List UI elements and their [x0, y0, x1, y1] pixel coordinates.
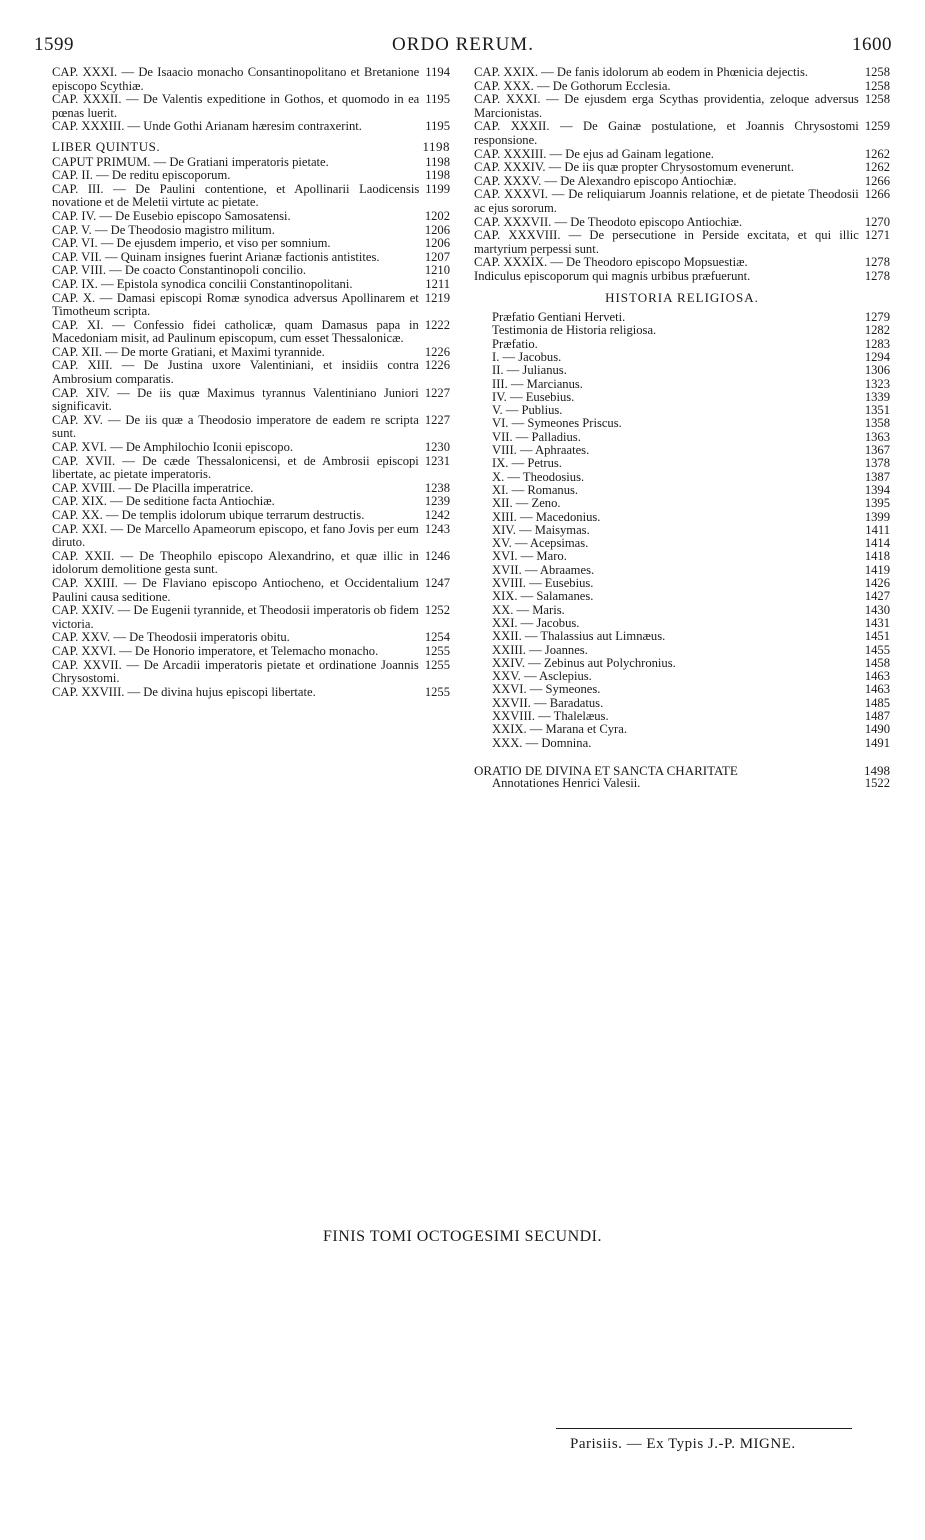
toc-entry — [52, 359, 450, 386]
entry-page: 1206 — [424, 222, 450, 237]
right-column — [474, 66, 890, 791]
list-item — [492, 338, 890, 351]
entry-text: CAP. XXXI. — De ejusdem erga Scythas providentia, zeloque adversus Marcionistas. — [474, 92, 859, 120]
toc-entry — [52, 346, 450, 360]
list-item — [492, 311, 890, 324]
list-item — [492, 484, 890, 497]
entry-page: 1278 — [864, 268, 890, 283]
finis-line: FINIS TOMI OCTOGESIMI SECUNDI. — [322, 1228, 603, 1245]
entry-page: 1202 — [424, 208, 450, 223]
toc-entry — [52, 237, 450, 251]
entry-page: 1463 — [864, 670, 890, 684]
entry-text: CAP. X. — Damasi episcopi Romæ synodica adversus Apollinarem et Timotheum scripta. — [52, 290, 419, 319]
entry-text: CAP. XVII. — De cæde Thessalonicensi, et de Ambrosii episcopi libertate, ac pietate imperatoris. — [52, 453, 419, 482]
entry-page: 1363 — [864, 430, 890, 444]
toc-entry — [52, 66, 450, 93]
toc-entry — [52, 156, 450, 170]
entry-text: CAP. XXVII. — De Arcadii imperatoris pietate et ordinatione Joannis Chrysostomi. — [52, 657, 419, 686]
list-item — [492, 457, 890, 470]
entry-text: CAP. XXXI. — De Isaacio monacho Consantinopolitano et Bretanione episcopo Scythiæ. — [52, 65, 420, 93]
entry-page: 1266 — [864, 187, 890, 202]
entry-page: 1451 — [864, 630, 890, 644]
toc-entry — [52, 387, 450, 414]
entry-text: XIII. — Macedonius. — [492, 510, 601, 524]
toc-entry — [52, 278, 450, 292]
entry-page: 1195 — [425, 92, 450, 107]
list-item — [492, 683, 890, 696]
toc-entry — [52, 550, 450, 577]
entry-text: CAP. XXVI. — De Honorio imperatore, et Telemacho monacho. — [52, 643, 379, 658]
entry-text: Præfatio. — [492, 337, 538, 351]
list-item — [492, 511, 890, 524]
toc-entry — [474, 229, 890, 256]
entry-page: 1278 — [864, 255, 890, 270]
entry-page: 1255 — [424, 643, 450, 658]
entry-text: XXVI. — Symeones. — [492, 683, 601, 697]
entry-text: CAP. VIII. — De coacto Constantinopoli concilio. — [52, 263, 307, 278]
entry-text: IX. — Petrus. — [492, 457, 562, 471]
list-item — [492, 351, 890, 364]
toc-entry — [474, 188, 890, 215]
list-item — [492, 617, 890, 630]
annotationes-entry — [492, 777, 890, 791]
entry-page: 1238 — [424, 480, 450, 495]
entry-page: 1395 — [864, 497, 890, 511]
entry-page: 1387 — [864, 470, 890, 484]
entry-page: 1266 — [864, 173, 890, 188]
toc-entry — [52, 455, 450, 482]
entry-page: 1411 — [865, 523, 890, 537]
toc-entry — [52, 645, 450, 659]
toc-entry — [474, 93, 890, 120]
entry-page: 1399 — [864, 510, 890, 524]
entry-page: 1339 — [864, 390, 890, 404]
entry-text: CAP. XXX. — De Gothorum Ecclesia. — [474, 78, 671, 93]
entry-text: XXIII. — Joannes. — [492, 643, 588, 657]
entry-page: 1255 — [424, 684, 450, 699]
entry-page: 1207 — [424, 249, 450, 264]
list-item — [492, 577, 890, 590]
imprint-line: Parisiis. — Ex Typis J.-P. MIGNE. — [570, 1436, 796, 1452]
list-item — [492, 391, 890, 404]
list-item — [492, 444, 890, 457]
entry-page: 1270 — [864, 214, 890, 229]
entry-text: V. — Publius. — [492, 404, 563, 418]
entry-text: CAP. XXVIII. — De divina hujus episcopi libertate. — [52, 684, 316, 699]
list-item — [492, 657, 890, 670]
historia-list — [492, 311, 890, 750]
entry-text: CAP. XXII. — De Theophilo episcopo Alexandrino, et quæ illic in idolorum demolitione gesta sunt. — [52, 548, 419, 577]
entry-page: 1195 — [425, 119, 450, 134]
list-item — [492, 364, 890, 377]
page-number-left: 1599 — [34, 34, 74, 55]
toc-entry — [52, 604, 450, 631]
entry-text: CAP. III. — De Paulini contentione, et Apollinarii Laodicensis novatione et de Meletii virtute ac pietate. — [52, 181, 420, 210]
entry-text: CAP. XXIV. — De Eugenii tyrannide, et Theodosii imperatoris ob fidem victoria. — [52, 603, 419, 631]
toc-entry — [52, 509, 450, 523]
entry-text: CAP. XXXV. — De Alexandro episcopo Antiochiæ. — [474, 173, 737, 188]
entry-page: 1485 — [864, 696, 890, 710]
left-entries-a — [52, 66, 450, 134]
entry-text: CAP. XXI. — De Marcello Apameorum episcopo, et fano Jovis per eum diruto. — [52, 521, 419, 550]
toc-entry — [474, 66, 890, 80]
entry-page: 1491 — [864, 736, 890, 750]
entry-text: CAP. VI. — De ejusdem imperio, et viso per somnium. — [52, 236, 331, 251]
entry-text: XXVII. — Baradatus. — [492, 696, 604, 710]
list-item — [492, 604, 890, 617]
entry-page: 1490 — [864, 723, 890, 737]
entry-text: XXX. — Domnina. — [492, 736, 592, 750]
entry-text: CAP. XXXIII. — De ejus ad Gainam legatione. — [474, 146, 714, 161]
entry-text: CAP. XXXII. — De Gainæ postulatione, et Joannis Chrysostomi responsione. — [474, 119, 859, 147]
entry-page: 1194 — [425, 65, 450, 79]
entry-text: XXI. — Jacobus. — [492, 616, 580, 630]
entry-page: 1255 — [424, 657, 450, 672]
list-item — [492, 324, 890, 337]
entry-page: 1206 — [424, 236, 450, 251]
entry-page: 1358 — [864, 417, 890, 431]
entry-page: 1262 — [864, 146, 890, 161]
list-item — [492, 497, 890, 510]
entry-page: 1306 — [864, 364, 890, 378]
entry-text: CAP. IV. — De Eusebio episcopo Samosatensi. — [52, 208, 291, 223]
entry-text: I. — Jacobus. — [492, 350, 562, 364]
entry-text: III. — Marcianus. — [492, 377, 583, 391]
toc-entry — [52, 292, 450, 319]
entry-text: VII. — Palladius. — [492, 430, 581, 444]
entry-text: X. — Theodosius. — [492, 470, 585, 484]
toc-entry — [52, 482, 450, 496]
entry-text: XV. — Acepsimas. — [492, 537, 589, 551]
entry-page: 1294 — [864, 350, 890, 364]
toc-entry — [52, 183, 450, 210]
entry-page: 1458 — [864, 656, 890, 670]
list-item — [492, 710, 890, 723]
toc-entry — [52, 414, 450, 441]
toc-entry — [52, 441, 450, 455]
entry-page: 1226 — [424, 344, 450, 359]
entry-page: 1419 — [864, 563, 890, 577]
entry-text: CAP. XXIII. — De Flaviano episcopo Antiocheno, et Occidentalium Paulini causa seditione. — [52, 575, 419, 604]
entry-text: CAP. XXXVII. — De Theodoto episcopo Antiochiæ. — [474, 214, 743, 229]
entry-text: XXVIII. — Thalelæus. — [492, 710, 609, 723]
list-item — [492, 670, 890, 683]
toc-entry — [52, 264, 450, 278]
toc-entry — [52, 169, 450, 183]
entry-text: XVIII. — Eusebius. — [492, 577, 594, 591]
toc-entry — [52, 319, 450, 346]
entry-page: 1487 — [864, 710, 890, 723]
entry-text: XIX. — Salamanes. — [492, 590, 594, 604]
entry-page: 1219 — [424, 290, 450, 305]
toc-entry — [52, 495, 450, 509]
list-item — [492, 404, 890, 417]
toc-entry — [474, 270, 890, 284]
entry-text: XXIV. — Zebinus aut Polychronius. — [492, 656, 676, 670]
entry-page: 1199 — [425, 181, 450, 196]
entry-page: 1230 — [424, 440, 450, 455]
annotationes-title: Annotationes Henrici Valesii. — [492, 777, 641, 791]
entry-page: 1279 — [864, 311, 890, 325]
list-item — [492, 723, 890, 736]
entry-text: CAP. XII. — De morte Gratiani, et Maximi tyrannide. — [52, 344, 325, 359]
oratio-entry — [474, 764, 890, 778]
liber-heading — [52, 140, 450, 154]
entry-text: XXV. — Asclepius. — [492, 670, 592, 684]
entry-text: XII. — Zeno. — [492, 497, 561, 511]
entry-page: 1211 — [425, 276, 450, 291]
entry-page: 1239 — [424, 494, 450, 509]
entry-text: Testimonia de Historia religiosa. — [492, 324, 657, 338]
entry-page: 1227 — [424, 385, 450, 400]
entry-text: XXII. — Thalassius aut Limnæus. — [492, 630, 666, 644]
toc-entry — [52, 93, 450, 120]
entry-text: CAP. XIX. — De seditione facta Antiochiæ. — [52, 494, 275, 509]
historia-religiosa-title: HISTORIA RELIGIOSA. — [605, 289, 759, 305]
entry-text: CAPUT PRIMUM. — De Gratiani imperatoris pietate. — [52, 154, 329, 169]
toc-entry — [474, 175, 890, 189]
page-header — [34, 34, 892, 60]
entry-page: 1282 — [864, 324, 890, 338]
entry-page: 1246 — [424, 548, 450, 563]
list-item — [492, 378, 890, 391]
entry-page: 1222 — [424, 317, 450, 332]
entry-text: CAP. XIV. — De iis quæ Maximus tyrannus Valentiniano Juniori significavit. — [52, 385, 419, 414]
list-item — [492, 644, 890, 657]
list-item — [492, 524, 890, 537]
entry-page: 1226 — [424, 358, 450, 373]
list-item — [492, 590, 890, 603]
entry-text: CAP. XXV. — De Theodosii imperatoris obitu. — [52, 630, 290, 645]
annotationes-page: 1522 — [864, 777, 890, 791]
entry-page: 1414 — [864, 537, 890, 551]
entry-page: 1430 — [864, 603, 890, 617]
oratio-title: ORATIO DE DIVINA ET SANCTA CHARITATE — [474, 763, 738, 778]
entry-page: 1262 — [864, 160, 890, 175]
entry-page: 1427 — [864, 590, 890, 604]
toc-entry — [474, 216, 890, 230]
entry-page: 1247 — [424, 575, 450, 590]
left-entries-b — [52, 156, 450, 700]
entry-page: 1243 — [424, 521, 450, 536]
entry-text: XVII. — Abraames. — [492, 563, 595, 577]
toc-entry — [52, 120, 450, 134]
entry-text: CAP. XXXIII. — Unde Gothi Arianam hæresim contraxerint. — [52, 119, 362, 134]
entry-page: 1463 — [864, 683, 890, 697]
toc-entry — [474, 256, 890, 270]
entry-text: CAP. VII. — Quinam insignes fuerint Arianæ factionis antistites. — [52, 249, 380, 264]
entry-page: 1431 — [864, 616, 890, 630]
entry-text: XXIX. — Marana et Cyra. — [492, 723, 627, 737]
entry-page: 1198 — [425, 154, 450, 169]
entry-text: XI. — Romanus. — [492, 483, 579, 497]
toc-entry — [52, 523, 450, 550]
entry-text: CAP. XXXII. — De Valentis expeditione in Gothos, et quomodo in ea pœnas luerit. — [52, 92, 420, 120]
entry-page: 1394 — [864, 483, 890, 497]
entry-text: CAP. XVI. — De Amphilochio Iconii episcopo. — [52, 440, 294, 455]
entry-page: 1367 — [864, 444, 890, 458]
liber-page: 1198 — [422, 139, 450, 154]
entry-text: IV. — Eusebius. — [492, 390, 575, 404]
toc-entry — [52, 251, 450, 265]
toc-entry — [474, 80, 890, 94]
entry-text: VI. — Symeones Priscus. — [492, 417, 622, 431]
list-item — [492, 630, 890, 643]
entry-text: CAP. XX. — De templis idolorum ubique terrarum destructis. — [52, 508, 365, 522]
toc-entry — [52, 631, 450, 645]
list-item — [492, 564, 890, 577]
entry-page: 1418 — [864, 550, 890, 564]
right-entries — [474, 66, 890, 284]
entry-page: 1258 — [864, 78, 890, 93]
entry-page: 1271 — [864, 228, 890, 243]
toc-entry — [52, 686, 450, 700]
entry-page: 1259 — [864, 119, 890, 134]
toc-entry — [474, 148, 890, 162]
entry-page: 1227 — [424, 412, 450, 427]
left-column — [52, 66, 450, 699]
entry-page: 1252 — [424, 603, 450, 618]
toc-entry — [52, 224, 450, 238]
entry-page: 1455 — [864, 643, 890, 657]
entry-page: 1258 — [864, 92, 890, 107]
running-title: ORDO RERUM. — [392, 34, 534, 55]
entry-page: 1242 — [424, 508, 450, 522]
entry-page: 1323 — [864, 377, 890, 391]
entry-page: 1351 — [864, 404, 890, 418]
oratio-page: 1498 — [864, 763, 890, 778]
entry-text: Præfatio Gentiani Herveti. — [492, 311, 626, 325]
list-item — [492, 537, 890, 550]
imprint-rule — [556, 1428, 852, 1429]
entry-text: CAP. II. — De reditu episcoporum. — [52, 168, 231, 183]
entry-page: 1231 — [424, 453, 450, 468]
toc-entry — [52, 210, 450, 224]
entry-page: 1210 — [424, 263, 450, 278]
entry-page: 1378 — [864, 457, 890, 471]
entry-text: II. — Julianus. — [492, 364, 567, 378]
entry-text: VIII. — Aphraates. — [492, 444, 590, 458]
liber-title: LIBER QUINTUS. — [52, 139, 161, 154]
toc-entry — [474, 120, 890, 147]
entry-text: CAP. XXXVI. — De reliquiarum Joannis relatione, et de pietate Theodosii ac ejus sororum. — [474, 187, 859, 215]
entry-text: CAP. IX. — Epistola synodica concilii Constantinopolitani. — [52, 276, 353, 291]
entry-text: CAP. XI. — Confessio fidei catholicæ, quam Damasus papa in Macedoniam misit, ad Paulinum episcopum, cum esset Thessalonicæ. — [52, 317, 419, 346]
entry-text: CAP. XXXVIII. — De persecutione in Perside excitata, et qui illic martyrium perpessi sunt. — [474, 228, 859, 256]
entry-text: CAP. XXXIV. — De iis quæ propter Chrysostomum evenerunt. — [474, 160, 794, 175]
toc-entry — [474, 161, 890, 175]
toc-entry — [52, 659, 450, 686]
entry-page: 1254 — [424, 630, 450, 645]
list-item — [492, 417, 890, 430]
entry-text: XIV. — Maisymas. — [492, 523, 590, 537]
entry-text: CAP. V. — De Theodosio magistro militum. — [52, 222, 275, 237]
entry-text: XX. — Maris. — [492, 603, 565, 617]
entry-text: CAP. XV. — De iis quæ a Theodosio imperatore de eadem re scripta sunt. — [52, 412, 419, 441]
entry-text: CAP. XIII. — De Justina uxore Valentiniani, et insidiis contra Ambrosium comparatis. — [52, 358, 419, 387]
entry-text: CAP. XVIII. — De Placilla imperatrice. — [52, 480, 254, 495]
entry-text: XVI. — Maro. — [492, 550, 567, 564]
entry-page: 1198 — [425, 168, 450, 183]
entry-text: CAP. XXIX. — De fanis idolorum ab eodem in Phœnicia dejectis. — [474, 65, 809, 79]
entry-text: CAP. XXXIX. — De Theodoro episcopo Mopsuestiæ. — [474, 255, 748, 270]
list-item — [492, 550, 890, 563]
entry-text: Indiculus episcoporum qui magnis urbibus præfuerunt. — [474, 268, 751, 283]
entry-page: 1426 — [864, 577, 890, 591]
list-item — [492, 431, 890, 444]
entry-page: 1258 — [864, 65, 890, 79]
list-item — [492, 471, 890, 484]
page-number-right: 1600 — [852, 34, 892, 55]
list-item — [492, 697, 890, 710]
entry-page: 1283 — [864, 337, 890, 351]
list-item — [492, 737, 890, 750]
toc-entry — [52, 577, 450, 604]
